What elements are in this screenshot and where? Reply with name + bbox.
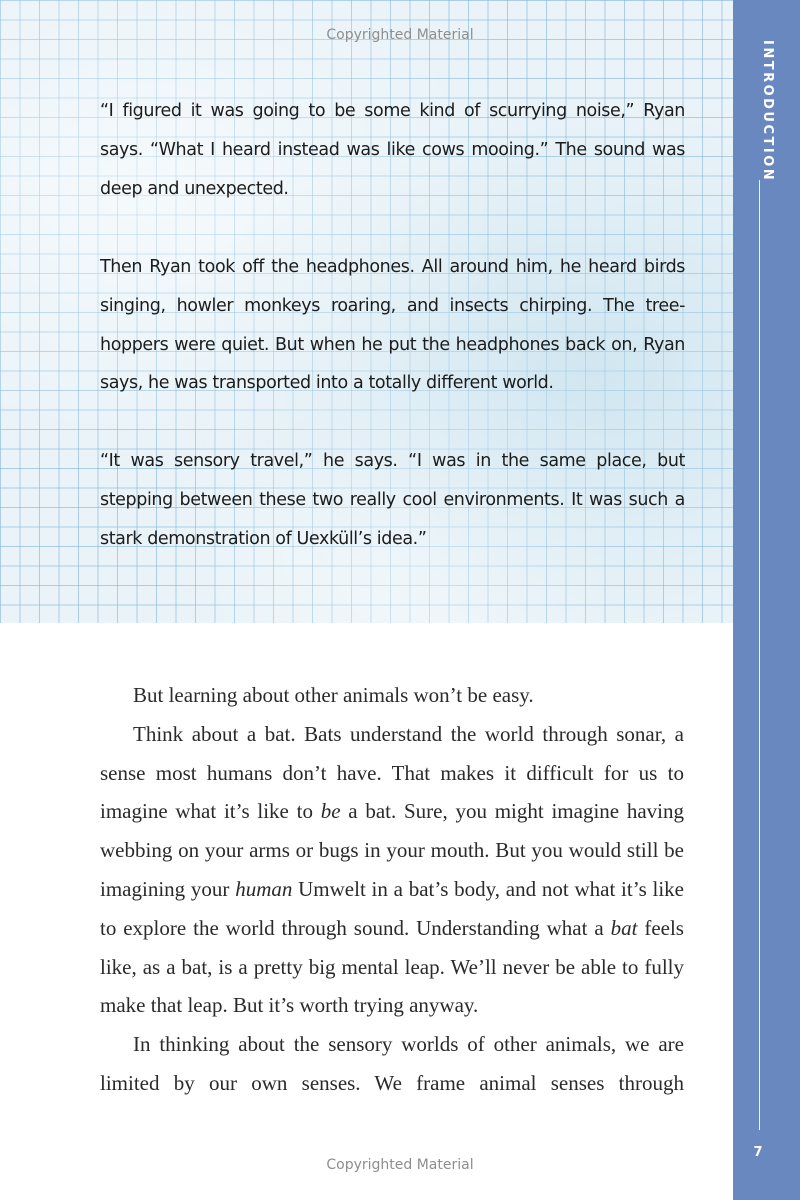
body-p2-text-b: a bat. Sure, you might imagine having webbing on your arms or bugs in your mouth. But you would still be imagining your [100,799,684,901]
body-paragraph-1: But learning about other animals won’t be easy. [133,683,534,707]
emphasis-bat: bat [610,915,638,940]
body-p2-text-d: feels like, as a bat, is a pretty big mental leap. We’ll never be able to fully make that leap. But it’s worth trying anyway. [100,915,684,1018]
callout-paragraph-1: “I figured it was going to be some kind of scurrying noise,” Ryan says. “What I heard instead was like cows mooing.” The sound was deep and unexpected. [100,101,685,199]
copyright-watermark-bottom: Copyrighted Material [326,1157,474,1173]
body-paragraph-3: In thinking about the sensory worlds of other animals, we are limited by our own senses. We frame animal senses through [100,1032,684,1095]
callout-paragraph-2: Then Ryan took off the headphones. All around him, he heard birds singing, howler monkeys roaring, and insects chirping. The tree-hoppers were quiet. But when he put the headphones back on, Ryan says, he was transported into a totally different world. [100,257,685,394]
copyright-watermark-top: Copyrighted Material [326,27,474,43]
emphasis-be: be [320,799,341,824]
sidebar-divider-line [759,180,760,1130]
body-paragraph-2 [100,715,684,1025]
emphasis-human: human [235,876,293,901]
main-body-text [100,676,684,1103]
body-p2-text-c: Umwelt in a bat’s body, and not what it’s like to explore the world through sound. Understanding what a [100,876,684,940]
callout-paragraph-3: “It was sensory travel,” he says. “I was in the same place, but stepping between these two really cool environments. It was such a stark demonstration of Uexküll’s idea.” [100,451,685,549]
page-number: 7 [753,1145,763,1160]
section-label: INTRODUCTION [760,40,775,183]
body-p2-text-a: Think about a bat. Bats understand the world through sonar, a sense most humans don’t have. That makes it difficult for us to imagine what it’s like to [100,721,684,824]
